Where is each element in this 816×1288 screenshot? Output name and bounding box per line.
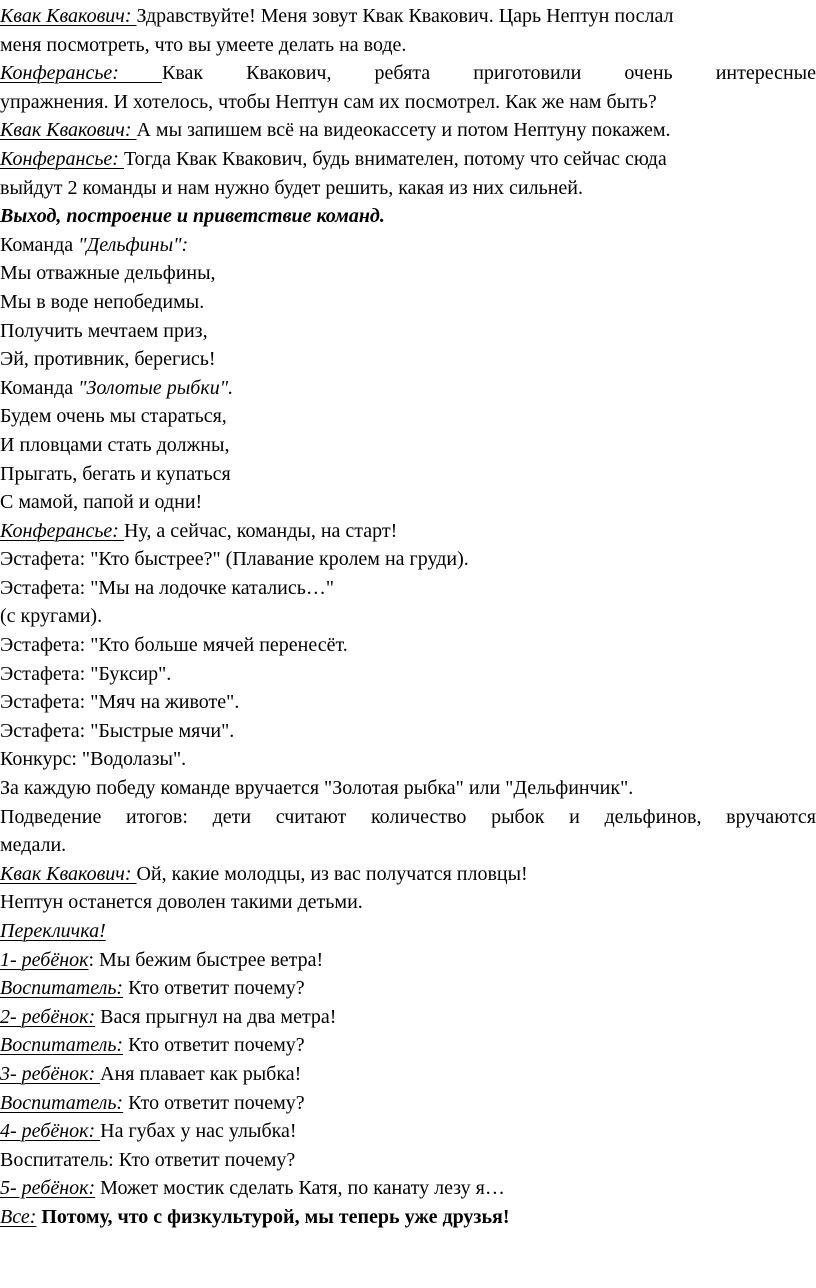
dialogue-line (0, 974, 816, 1003)
speaker-label: Все: (0, 1205, 37, 1228)
text-line (0, 831, 816, 860)
line-text: Эстафета: "Быстрые мячи". (0, 719, 235, 742)
line-text: Подведение итогов: дети считают количество рыбок и дельфинов, вручаются (0, 805, 816, 828)
verse-line (0, 402, 816, 431)
verse-line (0, 259, 816, 288)
text-line (0, 803, 816, 832)
line-text: Вася прыгнул на два метра! (95, 1005, 337, 1028)
line-text: Воспитатель: Кто ответит почему? (0, 1148, 296, 1171)
line-text: упражнения. И хотелось, чтобы Нептун сам их посмотрел. Как же нам быть? (0, 90, 657, 113)
line-text: Квак Квакович, ребята приготовили очень интересные (162, 62, 816, 85)
dialogue-line (0, 116, 816, 145)
line-text: Кто ответит почему? (123, 1034, 305, 1057)
relay-line (0, 660, 816, 689)
team-line (0, 231, 816, 260)
dialogue-line (0, 860, 816, 889)
verse-line (0, 460, 816, 489)
dialogue-line (0, 145, 816, 174)
speaker-label: 3- ребёнок: (0, 1062, 101, 1085)
text-line (0, 174, 816, 203)
dialogue-line (0, 1117, 816, 1146)
verse-line (0, 345, 816, 374)
line-text: Ой, какие молодцы, из вас получатся пловцы! (136, 862, 528, 885)
dialogue-line (0, 2, 816, 31)
relay-line (0, 688, 816, 717)
speaker-label: Воспитатель: (0, 1091, 124, 1114)
speaker-label: Воспитатель: (0, 1034, 124, 1057)
speaker-label: Перекличка! (0, 920, 106, 942)
speaker-label: 4- ребёнок: (0, 1120, 101, 1143)
line-text: И пловцами стать должны, (0, 433, 230, 456)
dialogue-line (0, 1031, 816, 1060)
verse-line (0, 317, 816, 346)
line-text: Эстафета: "Кто больше мячей перенесёт. (0, 634, 348, 657)
line-text: Здравствуйте! Меня зовут Квак Квакович. Царь Нептун послал (136, 5, 674, 27)
line-text: Может мостик сделать Катя, по канату лезу я… (95, 1177, 505, 1200)
line-text: медали. (0, 834, 67, 857)
line-text: Эстафета: "Буксир". (0, 662, 172, 685)
line-text: Эстафета: "Мы на лодочке катались…" (0, 576, 335, 599)
speaker-label: Квак Квакович: (0, 862, 137, 885)
team-line (0, 374, 816, 403)
speaker-label: 5- ребёнок: (0, 1177, 96, 1200)
line-text: С мамой, папой и одни! (0, 491, 203, 514)
text-line (0, 1146, 816, 1175)
dialogue-line (0, 59, 816, 88)
line-text: За каждую победу команде вручается "Золотая рыбка" или "Дельфинчик". (0, 777, 634, 800)
line-text: А мы запишем всё на видеокассету и потом Нептуну покажем. (136, 119, 671, 142)
line-text: Кто ответит почему? (123, 1091, 305, 1114)
line-text: Аня плавает как рыбка! (100, 1062, 302, 1085)
dialogue-line (0, 1089, 816, 1118)
line-text: Нептун останется доволен такими детьми. (0, 891, 363, 914)
line-text: Эстафета: "Кто быстрее?" (Плавание кролем на груди). (0, 548, 469, 571)
line-text: Получить мечтаем приз, (0, 319, 208, 342)
line-text: (с кругами). (0, 605, 103, 628)
verse-line (0, 288, 816, 317)
dialogue-line (0, 517, 816, 546)
team-name: "Золотые рыбки". (78, 376, 234, 399)
speaker-label: 2- ребёнок: (0, 1005, 96, 1028)
speaker-label: 1- ребёнок (0, 948, 89, 971)
line-text: Мы в воде непобедимы. (0, 290, 205, 313)
line-text: : Мы бежим быстрее ветра! (88, 948, 324, 971)
speaker-label: Квак Квакович: (0, 119, 137, 142)
text-line (0, 888, 816, 917)
dialogue-line (0, 946, 816, 975)
team-prefix: Команда (0, 376, 79, 399)
speaker-label: Конферансье: (0, 147, 124, 170)
line-text: Кто ответит почему? (123, 977, 305, 1000)
speaker-label: Конферансье: (0, 519, 124, 542)
roll-call-heading (0, 917, 816, 946)
text-line (0, 88, 816, 117)
dialogue-line (0, 1060, 816, 1089)
relay-line (0, 545, 816, 574)
speaker-label: Конферансье: (0, 62, 163, 85)
relay-line (0, 631, 816, 660)
relay-line (0, 602, 816, 631)
heading-text: Выход, построение и приветствие команд. (0, 205, 385, 228)
speaker-label: Воспитатель: (0, 977, 124, 1000)
section-heading (0, 202, 816, 231)
text-line (0, 31, 816, 60)
line-text: На губах у нас улыбка! (100, 1120, 297, 1143)
speaker-label: Квак Квакович: (0, 5, 137, 27)
line-text: меня посмотреть, что вы умеете делать на воде. (0, 33, 407, 56)
line-text: Конкурс: "Водолазы". (0, 748, 187, 771)
verse-line (0, 488, 816, 517)
line-text: Будем очень мы стараться, (0, 405, 227, 428)
dialogue-line (0, 1174, 816, 1203)
line-text: Ну, а сейчас, команды, на старт! (123, 519, 398, 542)
dialogue-line (0, 1203, 816, 1232)
line-text: Тогда Квак Квакович, будь внимателен, потому что сейчас сюда (123, 147, 667, 170)
line-text: Эстафета: "Мяч на животе". (0, 691, 240, 714)
line-text: Мы отважные дельфины, (0, 262, 216, 285)
text-line (0, 774, 816, 803)
line-text: Эй, противник, берегись! (0, 348, 216, 371)
contest-line (0, 745, 816, 774)
relay-line (0, 574, 816, 603)
team-prefix: Команда (0, 233, 79, 256)
line-text: выйдут 2 команды и нам нужно будет решить, какая из них сильней. (0, 176, 583, 199)
relay-line (0, 717, 816, 746)
dialogue-line (0, 1003, 816, 1032)
line-text: Прыгать, бегать и купаться (0, 462, 231, 485)
final-line-text: Потому, что с физкультурой, мы теперь уже друзья! (36, 1205, 510, 1228)
team-name: "Дельфины": (78, 233, 189, 256)
verse-line (0, 431, 816, 460)
